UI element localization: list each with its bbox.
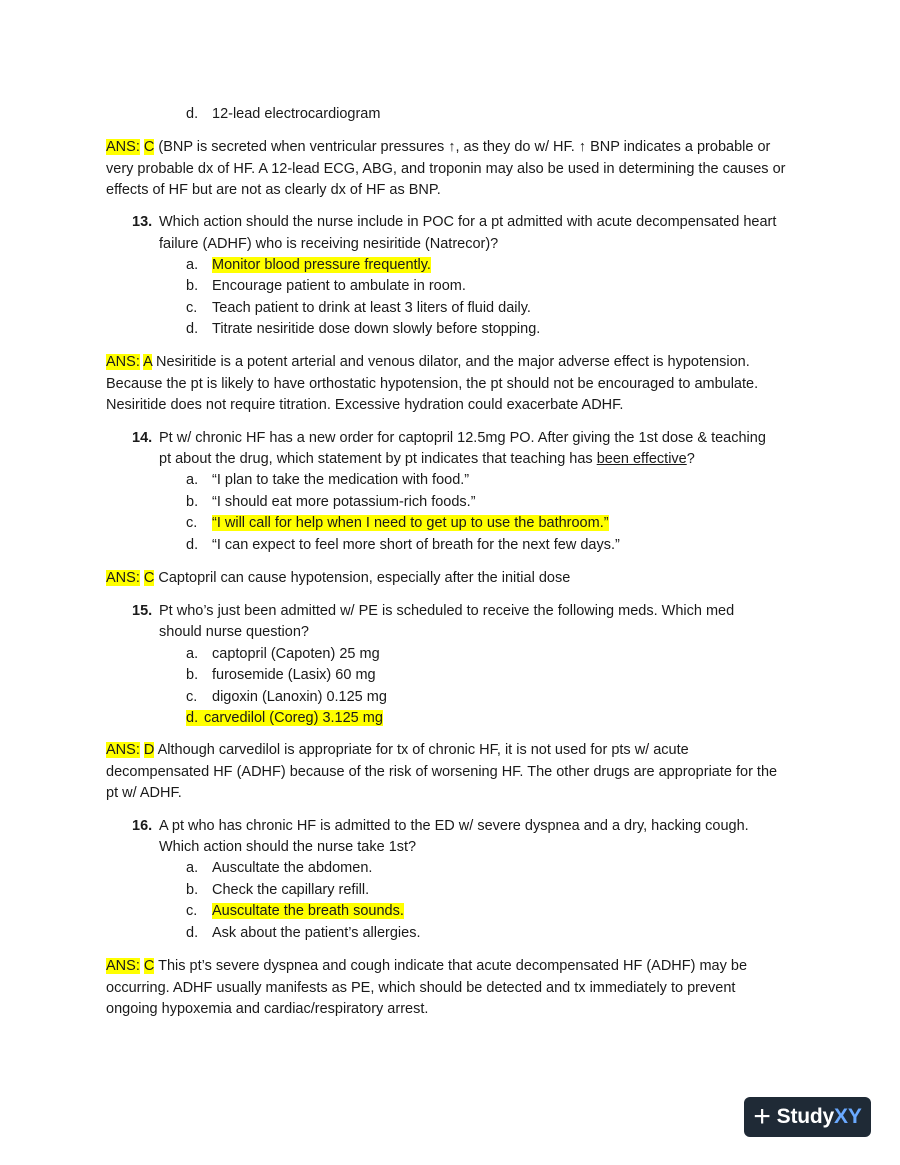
q16-option-d: d. Ask about the patient’s allergies.	[186, 925, 421, 941]
answer-key: C	[143, 570, 155, 586]
answer-14: ANS: C Captopril can cause hypotension, especially after the initial dose	[106, 570, 571, 586]
q15-option-b: b. furosemide (Lasix) 60 mg	[186, 667, 376, 683]
q15-option-a: a. captopril (Capoten) 25 mg	[186, 646, 380, 662]
answer-12: ANS: C (BNP is secreted when ventricular pressures ↑, as they do w/ HF. ↑ BNP indicates a probable or very probable dx of HF. A 12-lead ECG, ABG, and troponin may also be used in determining the causes or effects of HF but are not as clearly dx of HF as BNP.	[106, 139, 786, 198]
answer-key: A	[143, 354, 152, 370]
question-15-cont: should nurse question?	[159, 624, 309, 640]
question-16: 16. A pt who has chronic HF is admitted to the ED w/ severe dyspnea and a dry, hacking cough.	[132, 818, 749, 834]
q13-option-d: d. Titrate nesiritide dose down slowly before stopping.	[186, 321, 541, 337]
q16-option-c: c. Auscultate the breath sounds.	[186, 903, 404, 919]
q13-option-c: c. Teach patient to drink at least 3 liters of fluid daily.	[186, 300, 531, 316]
answer-15: ANS: D Although carvedilol is appropriate for tx of chronic HF, it is not used for pts w/ acute decompensated HF (ADHF) because of the risk of worsening HF. The other drugs are appropriate for the pt w/ ADHF.	[106, 742, 778, 801]
plus-icon: +	[753, 1100, 771, 1133]
q16-option-a: a. Auscultate the abdomen.	[186, 860, 373, 876]
question-16-cont: Which action should the nurse take 1st?	[159, 839, 417, 855]
q14-option-d: d. “I can expect to feel more short of breath for the next few days.”	[186, 537, 620, 553]
answer-label: ANS:	[106, 570, 140, 586]
answer-key: D	[143, 742, 155, 758]
q15-option-d: d. carvedilol (Coreg) 3.125 mg	[186, 710, 383, 726]
q12-option-d: d. 12-lead electrocardiogram	[186, 106, 381, 122]
answer-label: ANS:	[106, 742, 140, 758]
answer-label: ANS:	[106, 958, 140, 974]
answer-key: C	[143, 958, 155, 974]
question-14-cont: pt about the drug, which statement by pt indicates that teaching has been effective?	[159, 451, 695, 467]
question-15: 15. Pt who’s just been admitted w/ PE is scheduled to receive the following meds. Which med	[132, 603, 735, 619]
q13-option-b: b. Encourage patient to ambulate in room.	[186, 278, 466, 294]
answer-16: ANS: C This pt’s severe dyspnea and cough indicate that acute decompensated HF (ADHF) may be occurring. ADHF usually manifests as PE, which should be detected and tx immediately to prevent ongoing hypoxemia and cardiac/respiratory arrest.	[106, 958, 748, 1017]
question-13-cont: failure (ADHF) who is receiving nesiritide (Natrecor)?	[159, 236, 499, 252]
q14-option-c: c. “I will call for help when I need to get up to use the bathroom.”	[186, 515, 609, 531]
question-14: 14. Pt w/ chronic HF has a new order for captopril 12.5mg PO. After giving the 1st dose & teaching	[132, 430, 766, 446]
q14-option-a: a. “I plan to take the medication with food.”	[186, 472, 470, 488]
answer-13: ANS: A Nesiritide is a potent arterial and venous dilator, and the major adverse effect is hypotension. Because the pt is likely to have orthostatic hypotension, the pt should not be encouraged to ambulate. Nesiritide does not require titration. Excessive hydration could exacerbate ADHF.	[106, 354, 759, 413]
q15-option-c: c. digoxin (Lanoxin) 0.125 mg	[186, 689, 387, 705]
studyxy-logo-badge[interactable]	[744, 1097, 871, 1137]
q16-option-b: b. Check the capillary refill.	[186, 882, 370, 898]
answer-label: ANS:	[106, 139, 140, 155]
q14-option-b: b. “I should eat more potassium-rich foods.”	[186, 494, 476, 510]
question-13: 13. Which action should the nurse include in POC for a pt admitted with acute decompensated heart	[132, 214, 777, 230]
q13-option-a: a. Monitor blood pressure frequently.	[186, 257, 431, 273]
answer-key: C	[143, 139, 155, 155]
answer-label: ANS:	[106, 354, 140, 370]
brand-name: StudyXY	[776, 1105, 862, 1129]
